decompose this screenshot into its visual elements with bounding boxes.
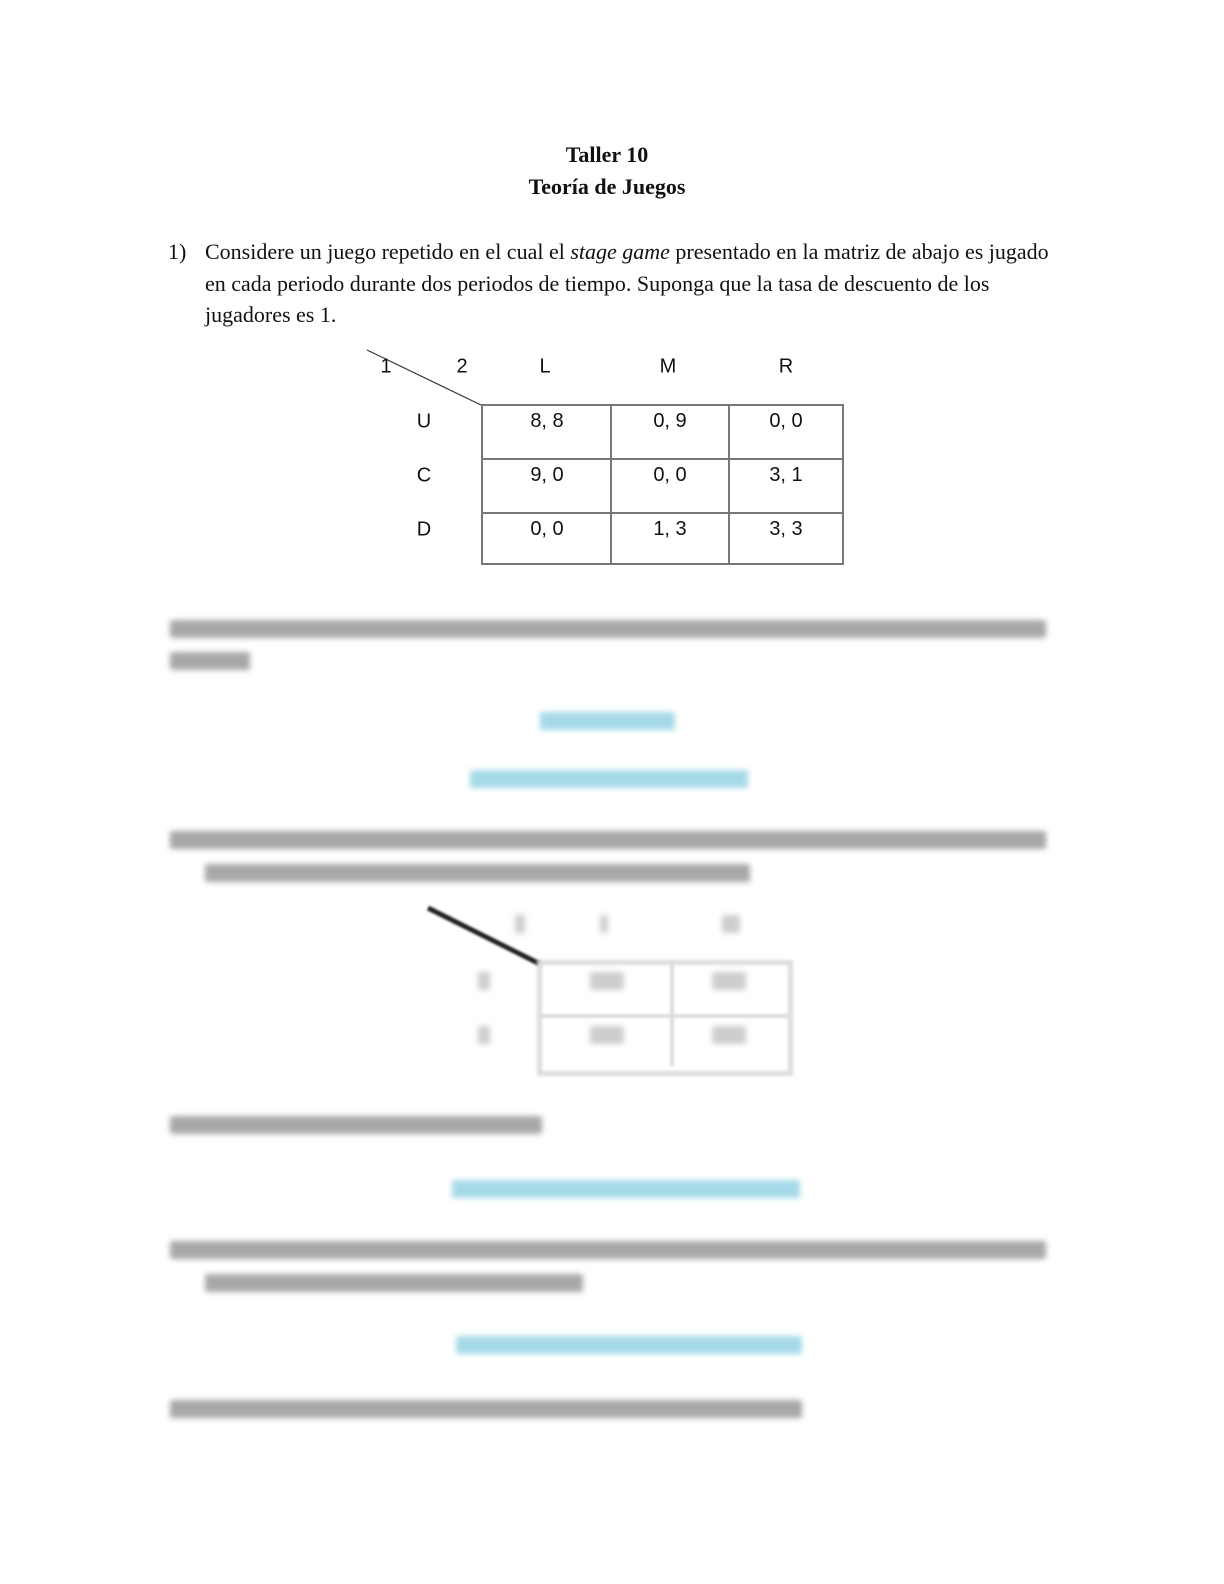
obscured-text-line — [170, 1400, 802, 1418]
obscured-label — [712, 1026, 746, 1044]
column-header: R — [778, 355, 794, 378]
question-1-text — [205, 236, 1058, 331]
player-col-label: 2 — [456, 355, 468, 378]
column-header: L — [539, 355, 551, 378]
obscured-label — [600, 915, 608, 933]
obscured-text-line — [170, 652, 250, 670]
obscured-label — [722, 915, 740, 933]
payoff-cell: 0, 0 — [530, 518, 564, 540]
obscured-label — [590, 972, 624, 990]
player-row-label: 1 — [380, 355, 392, 378]
obscured-text-line — [205, 864, 750, 882]
obscured-grid-line — [540, 1014, 790, 1018]
obscured-answer-placeholder — [540, 712, 675, 730]
payoff-cell: 0, 0 — [769, 410, 803, 432]
obscured-text-line — [205, 1274, 583, 1292]
obscured-matrix-grid — [537, 960, 793, 1076]
payoff-cell: 3, 3 — [769, 518, 803, 540]
row-header: U — [416, 410, 432, 433]
payoff-cell: 1, 3 — [653, 518, 687, 540]
obscured-label — [712, 972, 746, 990]
obscured-label — [590, 1026, 624, 1044]
row-header: D — [416, 518, 432, 541]
obscured-label — [478, 1026, 490, 1044]
obscured-answer-placeholder — [470, 770, 748, 788]
obscured-matrix-diagonal — [420, 900, 550, 970]
question-1-italic-term: stage game — [570, 239, 670, 264]
obscured-text-line — [170, 831, 1046, 849]
question-1-text-a: Considere un juego repetido en el cual el — [205, 239, 571, 264]
document-subtitle: Teoría de Juegos — [528, 174, 686, 199]
obscured-text-line — [170, 620, 1046, 638]
obscured-label — [515, 915, 525, 933]
question-1-number: 1) — [168, 239, 187, 264]
question-1 — [168, 236, 1058, 331]
question-1-text-b: presentado en la matriz de abajo es jugado en cada periodo durante dos periodos de tiempo. Suponga que la tasa de descuento de los jugadores es 1. — [205, 239, 1049, 327]
row-header: C — [416, 464, 432, 487]
payoff-cell: 0, 0 — [653, 464, 687, 486]
payoff-matrix — [360, 340, 860, 580]
obscured-label — [478, 972, 490, 990]
payoff-cell: 8, 8 — [530, 410, 564, 432]
column-header: M — [659, 355, 677, 378]
payoff-cell: 3, 1 — [769, 464, 803, 486]
matrix-grid — [481, 404, 844, 565]
payoff-cell: 0, 9 — [653, 410, 687, 432]
obscured-text-line — [170, 1241, 1046, 1259]
document-title: Taller 10 — [565, 142, 649, 167]
obscured-answer-placeholder — [452, 1180, 800, 1198]
payoff-cell: 9, 0 — [530, 464, 564, 486]
obscured-answer-placeholder — [456, 1336, 802, 1354]
obscured-text-line — [170, 1116, 542, 1134]
